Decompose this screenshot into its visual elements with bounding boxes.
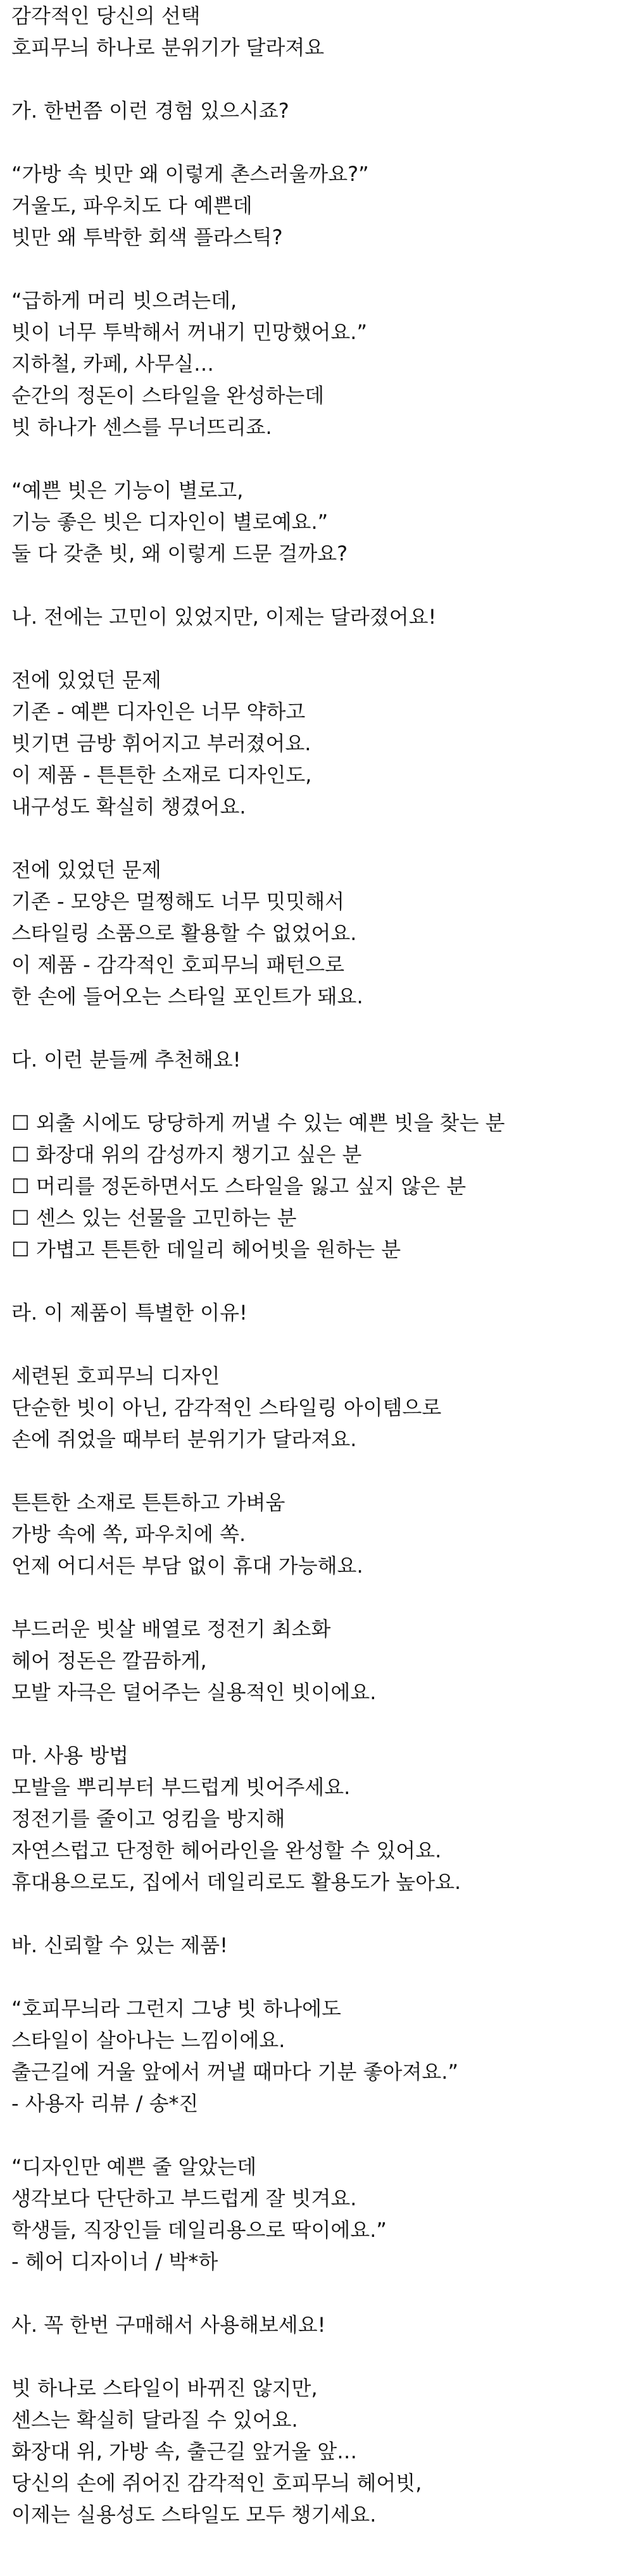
text-line: 빗 하나가 센스를 무너뜨리죠.	[11, 415, 272, 439]
review-line: 스타일이 살아나는 느낌이에요.	[11, 2028, 285, 2052]
section-heading: 가. 한번쯤 이런 경험 있으시죠?	[11, 99, 289, 123]
intro-line: 호피무늬 하나로 분위기가 달라져요	[11, 35, 325, 59]
text-line: 스타일링 소품으로 활용할 수 없었어요.	[11, 921, 357, 945]
text-line: 모발 자극은 덜어주는 실용적인 빗이에요.	[11, 1680, 377, 1704]
intro-line: 감각적인 당신의 선택	[11, 4, 201, 28]
section-ra	[0, 1297, 633, 1708]
text-line: 이 제품 - 튼튼한 소재로 디자인도,	[11, 763, 312, 787]
text-line: “예쁜 빗은 기능이 별로고,	[11, 478, 244, 502]
section-ma	[0, 1740, 633, 1898]
text-line: 빗 하나로 스타일이 바뀌진 않지만,	[11, 2376, 318, 2400]
review-author: - 헤어 디자이너 / 박*하	[11, 2250, 218, 2274]
text-line: 순간의 정돈이 스타일을 완성하는데	[11, 383, 325, 407]
text-line: 이제는 실용성도 스타일도 모두 챙기세요.	[11, 2503, 377, 2527]
review-line: “디자인만 예쁜 줄 알았는데	[11, 2155, 257, 2179]
section-heading: 다. 이런 분들께 추천해요!	[11, 1048, 241, 1072]
text-line: 가방 속에 쏙, 파우치에 쏙.	[11, 1522, 246, 1546]
review-line: 학생들, 직장인들 데일리용으로 딱이에요.”	[11, 2218, 387, 2242]
section-heading: 나. 전에는 고민이 있었지만, 이제는 달라졌어요!	[11, 605, 437, 629]
intro-block	[0, 0, 633, 63]
section-heading: 사. 꼭 한번 구매해서 사용해보세요!	[11, 2313, 326, 2337]
text-line: 거울도, 파우치도 다 예쁜데	[11, 194, 253, 218]
section-ba	[0, 1929, 633, 2277]
text-line: 지하철, 카페, 사무실…	[11, 352, 214, 376]
text-line: 당신의 손에 쥐어진 감각적인 호피무늬 헤어빗,	[11, 2471, 422, 2495]
text-line: “가방 속 빗만 왜 이렇게 촌스러울까요?”	[11, 162, 369, 186]
text-line: 화장대 위, 가방 속, 출근길 앞거울 앞…	[11, 2439, 358, 2463]
text-line: 자연스럽고 단정한 헤어라인을 완성할 수 있어요.	[11, 1838, 442, 1862]
text-line: 단순한 빗이 아닌, 감각적인 스타일링 아이템으로	[11, 1396, 442, 1420]
review-line: “호피무늬라 그런지 그냥 빗 하나에도	[11, 1997, 341, 2021]
text-line: 한 손에 들어오는 스타일 포인트가 돼요.	[11, 984, 363, 1008]
text-line: 전에 있었던 문제	[11, 668, 161, 692]
text-line: 이 제품 - 감각적인 호피무늬 패턴으로	[11, 953, 345, 977]
checklist-item: ☐ 머리를 정돈하면서도 스타일을 잃고 싶지 않은 분	[11, 1174, 467, 1198]
section-ga	[0, 95, 633, 569]
text-line: “급하게 머리 빗으려는데,	[11, 288, 237, 313]
checklist-item: ☐ 가볍고 튼튼한 데일리 헤어빗을 원하는 분	[11, 1237, 401, 1261]
text-line: 세련된 호피무늬 디자인	[11, 1364, 220, 1388]
section-sa	[0, 2309, 633, 2530]
text-line: 기능 좋은 빗은 디자인이 별로예요.”	[11, 510, 329, 534]
text-line: 손에 쥐었을 때부터 분위기가 달라져요.	[11, 1427, 357, 1451]
checklist-item: ☐ 화장대 위의 감성까지 챙기고 싶은 분	[11, 1142, 362, 1167]
text-line: 전에 있었던 문제	[11, 858, 161, 882]
text-line: 내구성도 확실히 챙겼어요.	[11, 795, 246, 819]
text-line: 빗만 왜 투박한 회색 플라스틱?	[11, 225, 283, 249]
checklist-item: ☐ 센스 있는 선물을 고민하는 분	[11, 1206, 297, 1230]
text-line: 센스는 확실히 달라질 수 있어요.	[11, 2408, 298, 2432]
text-line: 헤어 정돈은 깔끔하게,	[11, 1649, 207, 1673]
text-line: 부드러운 빗살 배열로 정전기 최소화	[11, 1617, 331, 1641]
text-line: 기존 - 예쁜 디자인은 너무 약하고	[11, 700, 306, 724]
section-na	[0, 601, 633, 1012]
text-line: 언제 어디서든 부담 없이 휴대 가능해요.	[11, 1554, 363, 1578]
text-line: 휴대용으로도, 집에서 데일리로도 활용도가 높아요.	[11, 1870, 461, 1894]
section-heading: 바. 신뢰할 수 있는 제품!	[11, 1933, 228, 1957]
text-line: 둘 다 갖춘 빗, 왜 이렇게 드문 걸까요?	[11, 542, 348, 566]
text-line: 튼튼한 소재로 튼튼하고 가벼움	[11, 1490, 285, 1514]
review-line: 출근길에 거울 앞에서 꺼낼 때마다 기분 좋아져요.”	[11, 2060, 459, 2084]
checklist-item: ☐ 외출 시에도 당당하게 꺼낼 수 있는 예쁜 빗을 찾는 분	[11, 1111, 505, 1135]
text-line: 모발을 뿌리부터 부드럽게 빗어주세요.	[11, 1775, 351, 1799]
text-line: 빗기면 금방 휘어지고 부러졌어요.	[11, 731, 311, 755]
review-line: 생각보다 단단하고 부드럽게 잘 빗겨요.	[11, 2186, 357, 2210]
section-heading: 라. 이 제품이 특별한 이유!	[11, 1301, 248, 1325]
text-line: 빗이 너무 투박해서 꺼내기 민망했어요.”	[11, 320, 368, 344]
text-line: 정전기를 줄이고 엉킴을 방지해	[11, 1807, 285, 1831]
review-author: - 사용자 리뷰 / 송*진	[11, 2091, 199, 2115]
text-line: 기존 - 모양은 멀쩡해도 너무 밋밋해서	[11, 889, 345, 913]
section-da	[0, 1044, 633, 1265]
section-heading: 마. 사용 방법	[11, 1743, 129, 1768]
